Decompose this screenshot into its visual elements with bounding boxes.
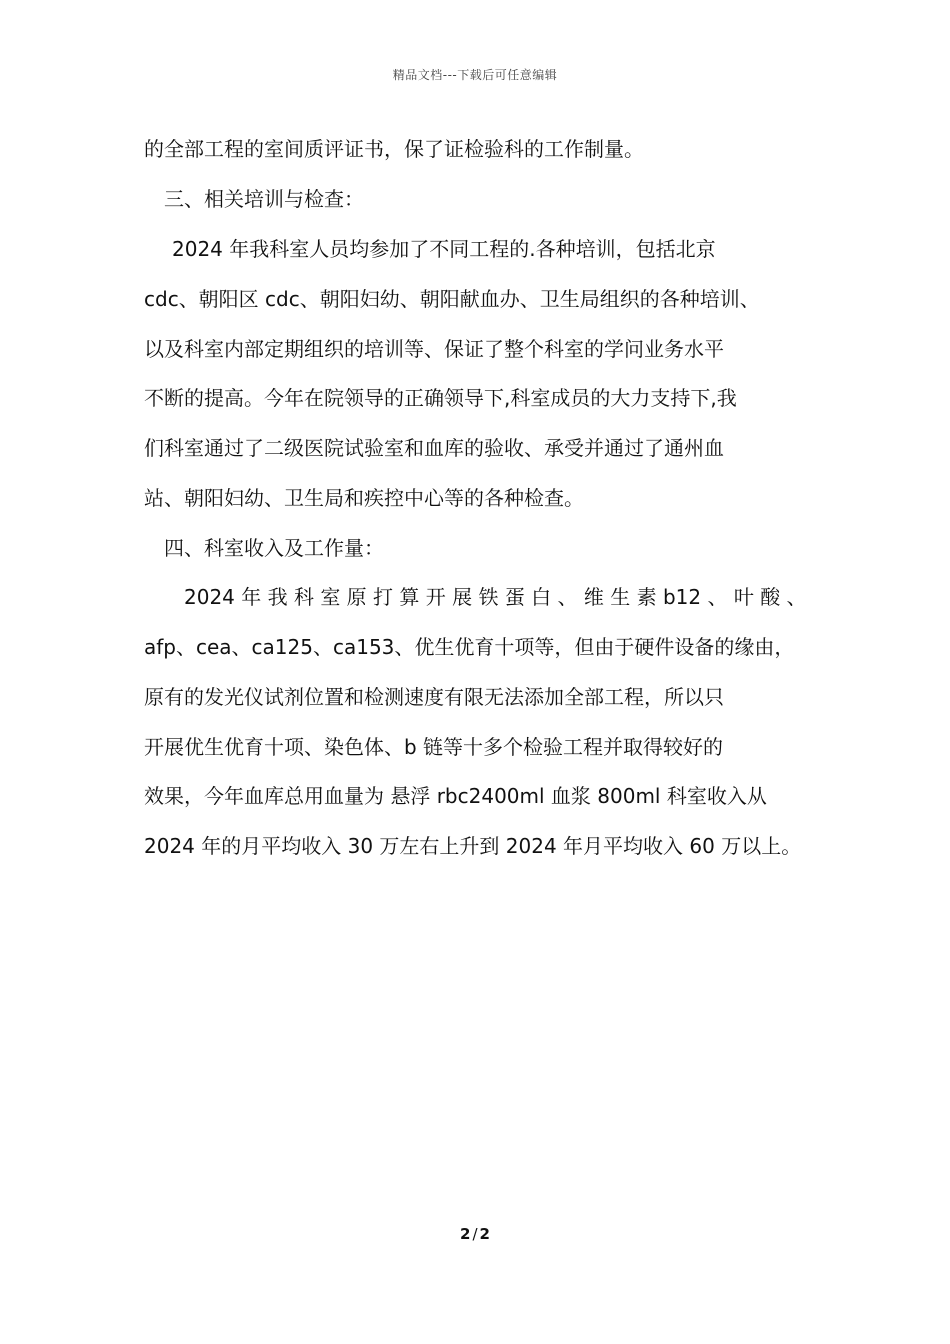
page-number: [0, 1225, 950, 1243]
section-heading: 三、相关培训与检查：: [164, 187, 364, 211]
section-heading: 四、科室收入及工作量：: [164, 536, 384, 560]
page-header: 精品文档---下载后可任意编辑: [392, 68, 558, 82]
paragraph-line: 2024 年我科室人员均参加了不同工程的.各种培训，包括北京: [172, 237, 716, 261]
paragraph-line: 开展优生优育十项、染色体、b 链等十多个检验工程并取得较好的: [144, 735, 724, 759]
page-number-current: 2: [460, 1225, 471, 1243]
page-number-total: 2: [479, 1225, 490, 1243]
paragraph-line: 站、朝阳妇幼、卫生局和疾控中心等的各种检查。: [144, 486, 584, 510]
paragraph-line: 们科室通过了二级医院试验室和血库的验收、承受并通过了通州血: [144, 436, 724, 460]
paragraph-line: 不断的提高。今年在院领导的正确领导下,科室成员的大力支持下,我: [144, 386, 737, 410]
paragraph-line: cdc、朝阳区 cdc、朝阳妇幼、朝阳献血办、卫生局组织的各种培训、: [144, 287, 760, 311]
paragraph-line: 原有的发光仪试剂位置和检测速度有限无法添加全部工程，所以只: [144, 685, 724, 709]
page-number-separator: /: [472, 1225, 478, 1243]
paragraph-line: 的全部工程的室间质评证书，保了证检验科的工作制量。: [144, 137, 644, 161]
paragraph-line: 2024 年 我 科 室 原 打 算 开 展 铁 蛋 白 、 维 生 素 b12 、 叶 酸 、: [184, 585, 807, 609]
paragraph-line: 2024 年的月平均收入 30 万左右上升到 2024 年月平均收入 60 万以上。: [144, 834, 802, 858]
paragraph-line: 以及科室内部定期组织的培训等、保证了整个科室的学问业务水平: [144, 337, 724, 361]
paragraph-line: afp、cea、ca125、ca153、优生优育十项等，但由于硬件设备的缘由，: [144, 635, 795, 659]
paragraph-line: 效果，今年血库总用血量为 悬浮 rbc2400ml 血浆 800ml 科室收入从: [144, 784, 767, 808]
